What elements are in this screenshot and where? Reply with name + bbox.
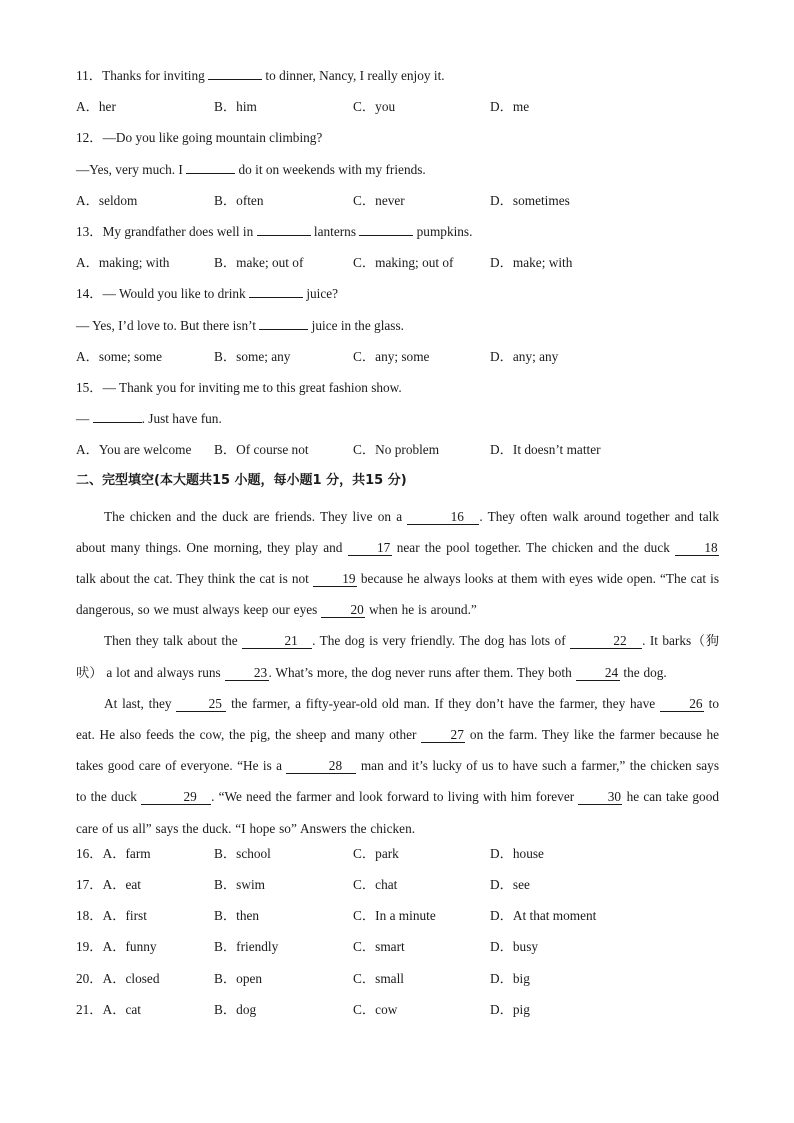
passage-text: The chicken and the duck are friends. They live on a bbox=[104, 508, 408, 524]
q15-option-a[interactable]: A．You are welcome bbox=[76, 442, 192, 458]
q12-option-b[interactable]: B．often bbox=[214, 192, 264, 208]
q13-blank-1[interactable] bbox=[257, 235, 311, 236]
q13-blank-2[interactable] bbox=[359, 235, 413, 236]
q14-blank-2[interactable] bbox=[259, 329, 308, 330]
passage-text: talk about the cat. They think the cat is not bbox=[76, 571, 313, 587]
passage-text: the dog. bbox=[619, 664, 667, 680]
passage-text: . What’s more, the dog never runs after them. They both bbox=[268, 664, 576, 680]
q11-option-b[interactable]: B．him bbox=[214, 99, 257, 115]
blank-19[interactable]: 19 bbox=[313, 572, 357, 587]
blank-30[interactable]: 30 bbox=[578, 790, 622, 805]
q15-option-d[interactable]: D．It doesn’t matter bbox=[490, 442, 601, 458]
q11-option-d[interactable]: D．me bbox=[490, 99, 530, 115]
q17-option-b[interactable]: B．swim bbox=[214, 877, 265, 893]
q14-text-pre: 14．— Would you like to drink bbox=[76, 286, 250, 302]
q12-text-post: do it on weekends with my friends. bbox=[235, 161, 426, 177]
q14-option-c[interactable]: C．any; some bbox=[353, 348, 430, 364]
passage-text: near the pool together. The chicken and the duck bbox=[391, 539, 676, 555]
q14-text-post: juice? bbox=[303, 286, 339, 302]
q12-option-d[interactable]: D．sometimes bbox=[490, 192, 570, 208]
q13-text-pre: 13．My grandfather does well in bbox=[76, 223, 257, 239]
cloze-options-17 bbox=[76, 875, 719, 906]
q18-option-c[interactable]: C．In a minute bbox=[353, 908, 436, 924]
q20-option-d[interactable]: D．big bbox=[490, 970, 530, 986]
q16-option-d[interactable]: D．house bbox=[490, 845, 544, 861]
q18-option-b[interactable]: B．then bbox=[214, 908, 260, 924]
passage-text: to eat. He also feeds the cow, the pig, the sheep and many other bbox=[76, 695, 720, 743]
q11-option-c[interactable]: C．you bbox=[353, 99, 396, 115]
q13-option-d[interactable]: D．make; with bbox=[490, 255, 573, 271]
question-13-stem bbox=[76, 222, 719, 253]
q14-option-a[interactable]: A．some; some bbox=[76, 348, 163, 364]
question-15-stem: 15．— Thank you for inviting me to this great fashion show. bbox=[76, 379, 402, 395]
cloze-options-18 bbox=[76, 906, 719, 937]
blank-16[interactable]: 16 bbox=[407, 510, 479, 525]
q21-option-c[interactable]: C．cow bbox=[353, 1001, 398, 1017]
blank-28[interactable]: 28 bbox=[286, 759, 356, 774]
q15-text-pre: — bbox=[76, 411, 93, 427]
q16-option-a[interactable]: 16．A．farm bbox=[76, 845, 151, 861]
q14-blank-1[interactable] bbox=[249, 297, 303, 298]
question-12-answer-line bbox=[76, 160, 719, 191]
question-14-stem bbox=[76, 284, 719, 315]
cloze-options-20 bbox=[76, 969, 719, 1000]
q13-option-a[interactable]: A．making; with bbox=[76, 255, 170, 271]
q15-option-b[interactable]: B．Of course not bbox=[214, 442, 309, 458]
blank-17[interactable]: 17 bbox=[348, 541, 392, 556]
passage-text: man and it’s lucky of us to have such a farmer,” the chicken says to the duck bbox=[76, 758, 719, 805]
q15-text-post: . Just have fun. bbox=[141, 411, 222, 427]
blank-27[interactable]: 27 bbox=[421, 728, 465, 743]
q17-option-a[interactable]: 17．A．eat bbox=[76, 877, 141, 893]
q12-text-pre: —Yes, very much. I bbox=[76, 161, 187, 177]
blank-26[interactable]: 26 bbox=[660, 697, 704, 712]
question-12-stem: 12．—Do you like going mountain climbing? bbox=[76, 130, 323, 146]
question-13-options bbox=[76, 253, 719, 284]
q19-option-d[interactable]: D．busy bbox=[490, 939, 539, 955]
passage-text: . “We need the farmer and look forward to living with him forever bbox=[211, 789, 579, 805]
passage-text: At last, they bbox=[104, 695, 177, 711]
passage-text: Then they talk about the bbox=[104, 633, 243, 649]
exam-page bbox=[76, 66, 719, 1031]
passage-text: the farmer, a fifty-year-old old man. If they don’t have the farmer, they have bbox=[226, 695, 660, 711]
question-11-options bbox=[76, 97, 719, 128]
question-12-options bbox=[76, 191, 719, 222]
passage-text: . They often walk around together and talk about many things. One morning, they play and bbox=[76, 508, 719, 555]
q16-option-c[interactable]: C．park bbox=[353, 845, 399, 861]
q21-option-b[interactable]: B．dog bbox=[214, 1001, 257, 1017]
passage-paragraph-3 bbox=[76, 688, 719, 844]
blank-21[interactable]: 21 bbox=[242, 634, 312, 649]
passage-text: . The dog is very friendly. The dog has lots of bbox=[312, 633, 571, 649]
question-15-options bbox=[76, 440, 719, 471]
blank-20[interactable]: 20 bbox=[321, 603, 365, 618]
q21-option-d[interactable]: D．pig bbox=[490, 1001, 530, 1017]
cloze-options-16 bbox=[76, 844, 719, 875]
q14-line2-post: juice in the glass. bbox=[308, 317, 404, 333]
q20-option-b[interactable]: B．open bbox=[214, 970, 263, 986]
q12-blank[interactable] bbox=[186, 173, 235, 174]
question-11-stem bbox=[76, 66, 719, 97]
q20-option-a[interactable]: 20．A．closed bbox=[76, 970, 160, 986]
passage-text: . It barks（狗吠） a lot and always runs bbox=[76, 633, 719, 680]
q21-option-a[interactable]: 21．A．cat bbox=[76, 1001, 141, 1017]
blank-18[interactable]: 18 bbox=[675, 541, 719, 556]
passage-paragraph-1 bbox=[76, 501, 719, 626]
passage-paragraph-2 bbox=[76, 625, 719, 687]
q13-option-c[interactable]: C．making; out of bbox=[353, 255, 454, 271]
q19-option-b[interactable]: B．friendly bbox=[214, 939, 279, 955]
q18-option-a[interactable]: 18．A．first bbox=[76, 908, 147, 924]
q12-option-c[interactable]: C．never bbox=[353, 192, 405, 208]
q19-option-a[interactable]: 19．A．funny bbox=[76, 939, 157, 955]
passage-text: when he is around.” bbox=[365, 602, 477, 618]
q13-text-mid: lanterns bbox=[310, 223, 360, 239]
blank-22[interactable]: 22 bbox=[570, 634, 642, 649]
q14-option-d[interactable]: D．any; any bbox=[490, 348, 559, 364]
question-14-options bbox=[76, 347, 719, 378]
passage-text: on the farm. They like the farmer because he takes good care of everyone. “He is a bbox=[76, 727, 719, 774]
section-2-heading: 二、完型填空(本大题共15 小题，每小题1 分，共15 分) bbox=[76, 473, 407, 489]
q11-blank[interactable] bbox=[208, 79, 262, 80]
q16-option-b[interactable]: B．school bbox=[214, 845, 271, 861]
q12-option-a[interactable]: A．seldom bbox=[76, 192, 138, 208]
passage-text: because he always looks at them with eyes wide open. “The cat is dangerous, so we must always keep our eyes bbox=[76, 571, 719, 618]
q18-option-d[interactable]: D．At that moment bbox=[490, 908, 597, 924]
q19-option-c[interactable]: C．smart bbox=[353, 939, 405, 955]
passage-text: he can take good care of us all” says the duck. “I hope so” Answers the chicken. bbox=[76, 789, 719, 836]
q15-option-c[interactable]: C．No problem bbox=[353, 442, 440, 458]
q17-option-c[interactable]: C．chat bbox=[353, 877, 398, 893]
blank-23[interactable]: 23 bbox=[225, 666, 269, 681]
cloze-options-21 bbox=[76, 1000, 719, 1031]
blank-25[interactable]: 25 bbox=[176, 697, 226, 712]
q11-text-pre: 11．Thanks for inviting bbox=[76, 68, 209, 83]
question-14-answer-line bbox=[76, 316, 719, 347]
q13-text-post: pumpkins. bbox=[413, 223, 473, 239]
q15-blank[interactable] bbox=[93, 422, 142, 423]
q11-option-a[interactable]: A．her bbox=[76, 99, 116, 115]
question-15-answer-line bbox=[76, 409, 719, 440]
cloze-options-19 bbox=[76, 937, 719, 968]
q11-text-post: to dinner, Nancy, I really enjoy it. bbox=[262, 68, 445, 83]
q17-option-d[interactable]: D．see bbox=[490, 877, 530, 893]
q14-line2-pre: — Yes, I’d love to. But there isn’t bbox=[76, 317, 260, 333]
q13-option-b[interactable]: B．make; out of bbox=[214, 255, 304, 271]
blank-29[interactable]: 29 bbox=[141, 790, 211, 805]
q20-option-c[interactable]: C．small bbox=[353, 970, 404, 986]
blank-24[interactable]: 24 bbox=[576, 666, 620, 681]
q14-option-b[interactable]: B．some; any bbox=[214, 348, 291, 364]
